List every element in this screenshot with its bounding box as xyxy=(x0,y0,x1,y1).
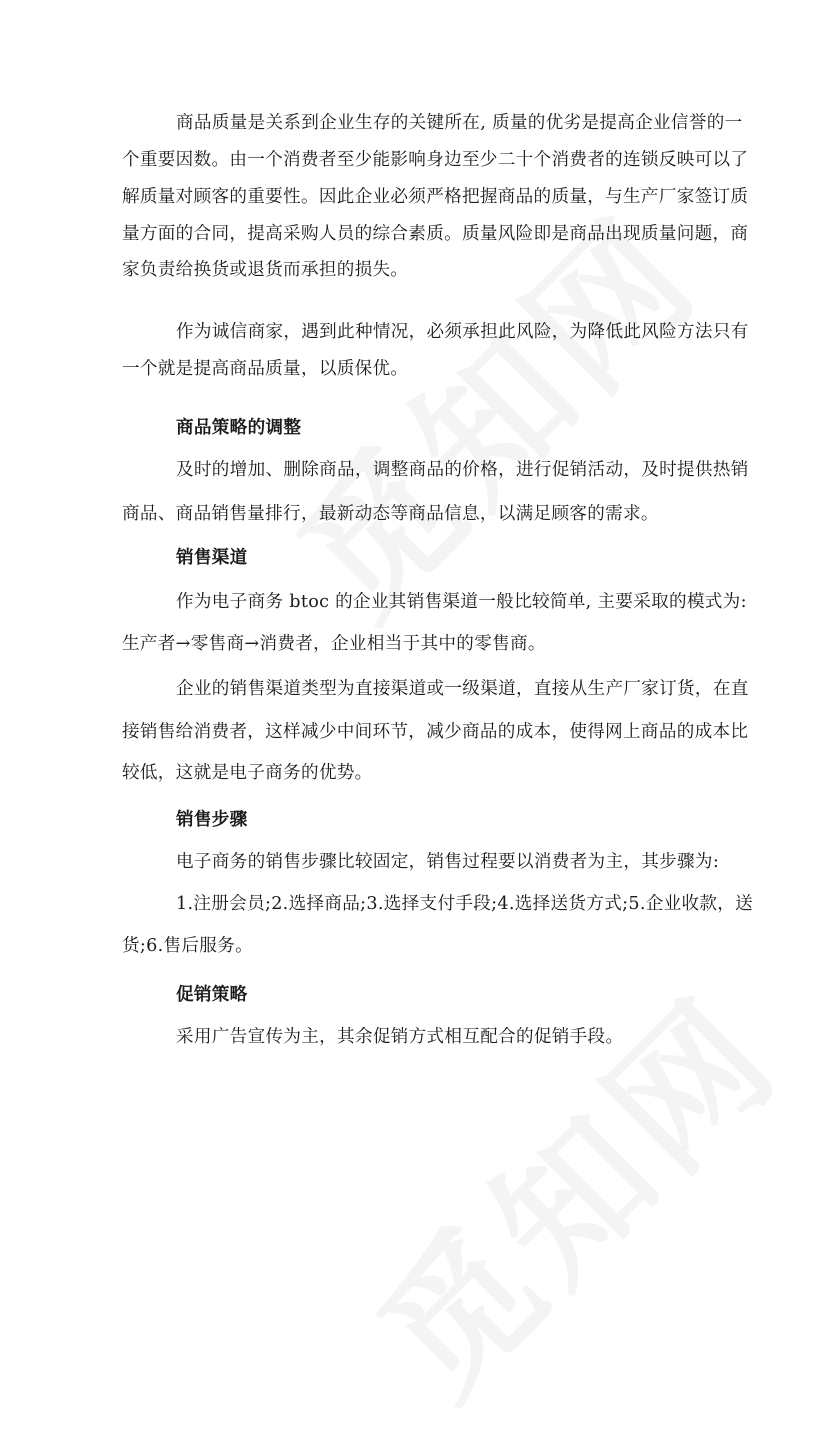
paragraph-line: 作为电子商务 btoc 的企业其销售渠道一般比较简单, 主要采取的模式为: xyxy=(176,592,747,612)
watermark xyxy=(324,942,816,1434)
section-heading: 销售渠道 xyxy=(176,547,248,568)
paragraph-line: 一个就是提高商品质量，以质保优。 xyxy=(122,359,409,379)
section-heading: 商品策略的调整 xyxy=(176,417,302,438)
paragraph-line: 生产者→零售商→消费者，企业相当于其中的零售商。 xyxy=(122,634,546,654)
section-heading: 促销策略 xyxy=(176,984,248,1005)
paragraph-line: 商品质量是关系到企业生存的关键所在, 质量的优劣是提高企业信誉的一 xyxy=(176,113,743,133)
paragraph-line: 电子商务的销售步骤比较固定，销售过程要以消费者为主，其步骤为: xyxy=(176,852,720,872)
paragraph-line: 及时的增加、删除商品，调整商品的价格，进行促销活动，及时提供热销 xyxy=(176,460,749,480)
section-heading: 销售步骤 xyxy=(176,809,248,830)
paragraph-line: 采用广告宣传为主，其余促销方式相互配合的促销手段。 xyxy=(176,1027,624,1047)
paragraph-line: 解质量对顾客的重要性。因此企业必须严格把握商品的质量，与生产厂家签订质 xyxy=(122,187,749,207)
paragraph-line: 量方面的合同，提高采购人员的综合素质。质量风险即是商品出现质量问题，商 xyxy=(122,224,749,244)
paragraph-line: 家负责给换货或退货而承担的损失。 xyxy=(122,260,409,280)
paragraph-line: 接销售给消费者，这样减少中间环节，减少商品的成本，使得网上商品的成本比 xyxy=(122,722,749,742)
paragraph-line: 企业的销售渠道类型为直接渠道或一级渠道，直接从生产厂家订货，在直 xyxy=(176,679,749,699)
paragraph-line: 个重要因数。由一个消费者至少能影响身边至少二十个消费者的连锁反映可以了 xyxy=(122,150,749,170)
paragraph-line: 商品、商品销售量排行，最新动态等商品信息，以满足顾客的需求。 xyxy=(122,504,659,524)
paragraph-line: 货;6.售后服务。 xyxy=(122,936,253,956)
paragraph-line: 较低，这就是电子商务的优势。 xyxy=(122,763,373,783)
paragraph-line: 作为诚信商家，遇到此种情况，必须承担此风险，为降低此风险方法只有 xyxy=(176,322,749,342)
paragraph-line: 1.注册会员;2.选择商品;3.选择支付手段;4.选择送货方式;5.企业收款，送 xyxy=(176,894,754,914)
